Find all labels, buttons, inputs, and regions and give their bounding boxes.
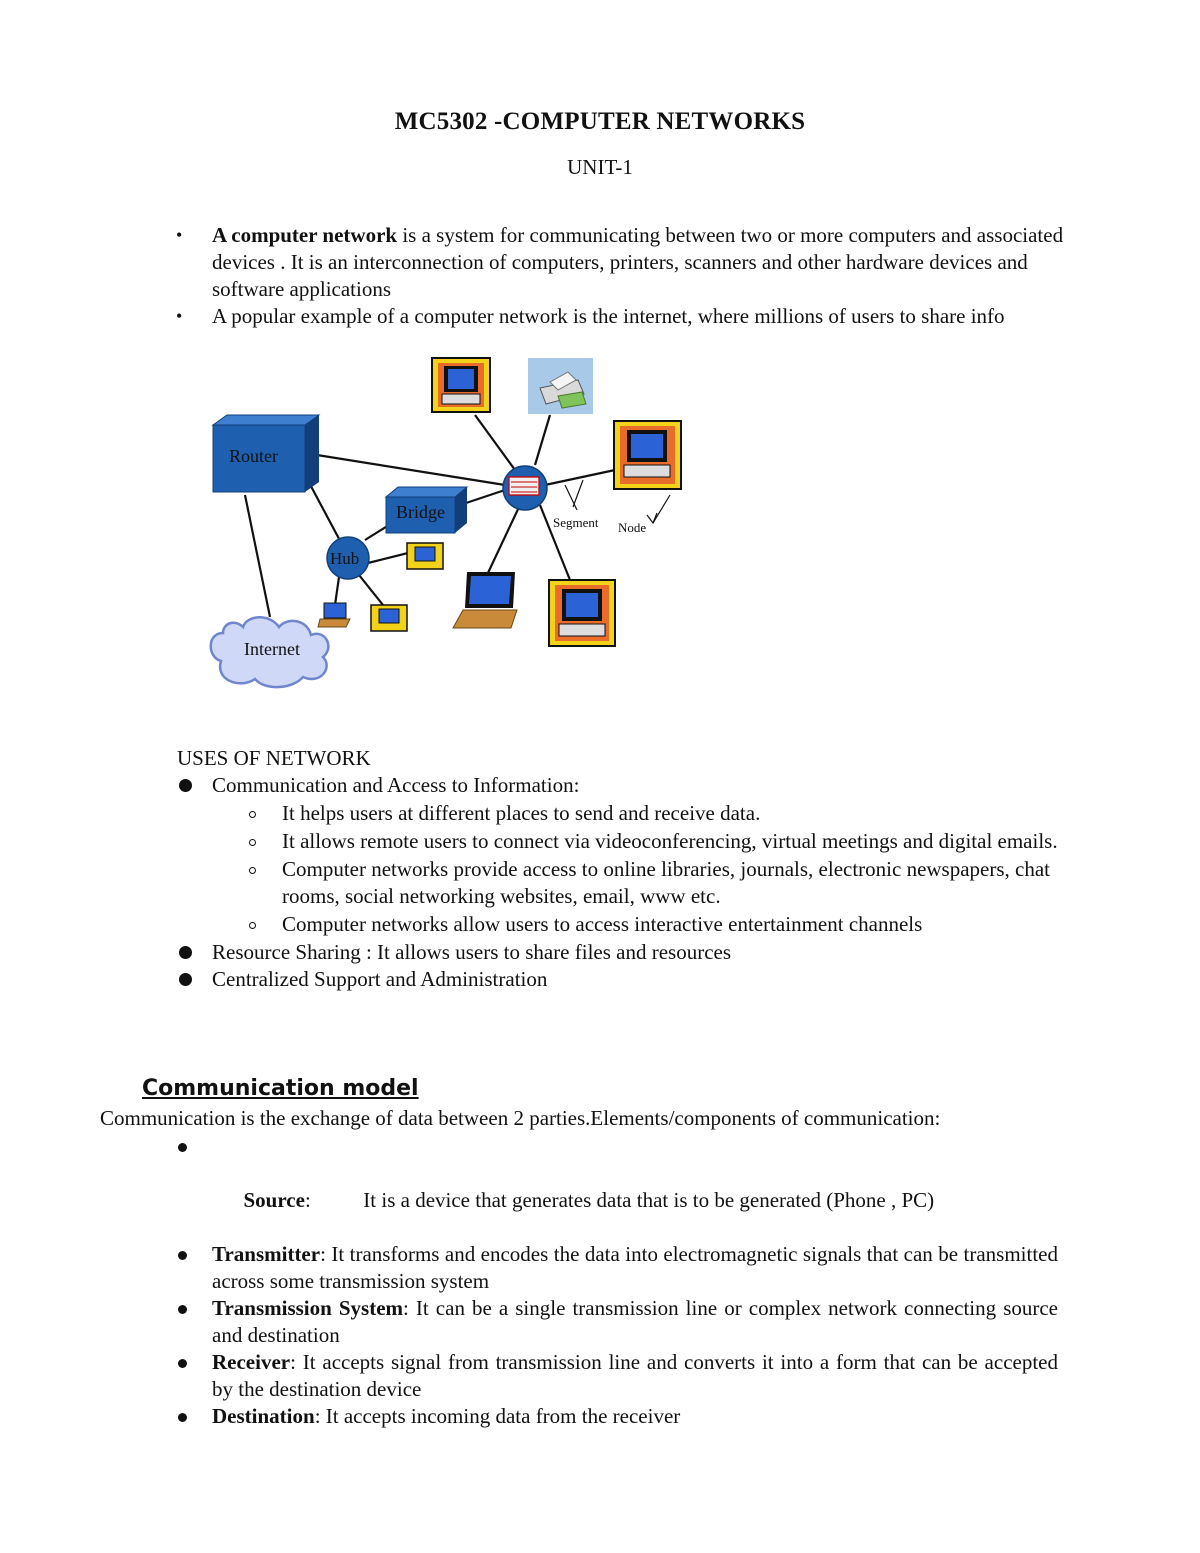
list-item-text: Communication and Access to Information: — [212, 773, 580, 797]
bullet-icon — [179, 779, 192, 792]
intro-text: is a system for communicating between two or more computers and associated devices . It is an interconnection of computers, printers, scanners and other hardware devices and software applications — [212, 223, 1064, 301]
intro-item — [172, 303, 1072, 330]
intro-list — [172, 222, 1072, 330]
list-item — [177, 966, 1077, 993]
sub-list-item — [177, 856, 1077, 910]
network-diagram — [205, 355, 690, 695]
bullet-icon — [178, 1305, 187, 1314]
uses-section — [177, 745, 1077, 993]
intro-text: A popular example of a computer network is the internet, where millions of users to share info — [212, 304, 1005, 328]
computer-icon — [549, 580, 615, 646]
ring-bullet-icon — [249, 867, 256, 874]
list-item — [177, 939, 1077, 966]
communication-model-intro: Communication is the exchange of data between 2 parties.Elements/components of communication: — [100, 1106, 941, 1130]
sub-list-item — [177, 828, 1077, 855]
internet-label: Internet — [244, 639, 300, 659]
list-item — [172, 1349, 1058, 1403]
communication-model-list — [172, 1133, 1058, 1430]
hub-node — [327, 537, 369, 579]
list-item — [172, 1241, 1058, 1295]
list-item — [172, 1295, 1058, 1349]
computer-icon — [407, 543, 443, 569]
list-item-text: : It is a device that generates data that is to be generated (Phone , PC) — [304, 1188, 935, 1212]
list-item-text: : It transforms and encodes the data into electromagnetic signals that can be transmitted across some transmission system — [212, 1242, 1058, 1293]
list-item-text: Centralized Support and Administration — [212, 967, 548, 991]
bridge-box — [386, 487, 467, 533]
list-item-text: : It can be a single transmission line or complex network connecting source and destination — [212, 1296, 1059, 1347]
sub-list-item — [177, 911, 1077, 938]
bullet-icon — [178, 1251, 187, 1260]
bullet-icon — [178, 1143, 187, 1152]
sub-list-item — [177, 800, 1077, 827]
list-item-text: : It accepts signal from transmission line and converts it into a form that can be accepted by the destination device — [212, 1350, 1058, 1401]
bullet-icon: • — [176, 306, 183, 326]
computer-icon — [371, 605, 407, 631]
bridge-label: Bridge — [396, 502, 445, 522]
bullet-icon — [179, 946, 192, 959]
laptop-icon — [453, 572, 517, 628]
list-item-term: Destination — [212, 1404, 315, 1428]
hub-label: Hub — [330, 549, 360, 568]
bullet-icon — [178, 1359, 187, 1368]
intro-item — [172, 222, 1072, 303]
list-item-text: : It accepts incoming data from the receiver — [314, 1404, 681, 1428]
list-item — [172, 1403, 1058, 1430]
list-item — [177, 772, 1077, 799]
printer-icon — [528, 358, 593, 414]
bullet-icon — [178, 1413, 187, 1422]
communication-model-heading: Communication model — [142, 1076, 419, 1101]
internet-cloud — [211, 617, 329, 687]
segment-label: Segment — [553, 515, 599, 530]
bullet-icon: • — [176, 225, 183, 245]
ring-bullet-icon — [249, 922, 256, 929]
sub-list-item-text: It allows remote users to connect via videoconferencing, virtual meetings and digital emails. — [282, 829, 1058, 853]
router-label: Router — [229, 446, 278, 466]
ring-bullet-icon — [249, 839, 256, 846]
laptop-icon — [318, 603, 350, 627]
list-item-term: Receiver — [212, 1350, 291, 1374]
sub-list-item-text: Computer networks allow users to access interactive entertainment channels — [282, 912, 923, 936]
unit-label: UNIT-1 — [567, 155, 633, 179]
list-item-term: Transmitter — [212, 1242, 321, 1266]
switch-node — [503, 466, 547, 510]
node-label: Node — [618, 520, 647, 535]
sub-list-item-text: Computer networks provide access to online libraries, journals, electronic newspapers, chat rooms, social networking websites, email, www etc. — [282, 857, 1051, 908]
computer-icon — [432, 358, 490, 412]
list-item-term: Source — [243, 1188, 305, 1212]
ring-bullet-icon — [249, 811, 256, 818]
document-title: MC5302 -COMPUTER NETWORKS — [394, 108, 806, 135]
list-item-term: Transmission System — [212, 1296, 404, 1320]
bullet-icon — [179, 973, 192, 986]
uses-heading: USES OF NETWORK — [177, 746, 371, 770]
intro-term: A computer network — [212, 223, 398, 247]
list-item-text: Resource Sharing : It allows users to share files and resources — [212, 940, 732, 964]
list-item — [172, 1133, 1058, 1241]
computer-icon — [614, 421, 681, 489]
router-box — [213, 415, 319, 492]
sub-list-item-text: It helps users at different places to send and receive data. — [282, 801, 761, 825]
